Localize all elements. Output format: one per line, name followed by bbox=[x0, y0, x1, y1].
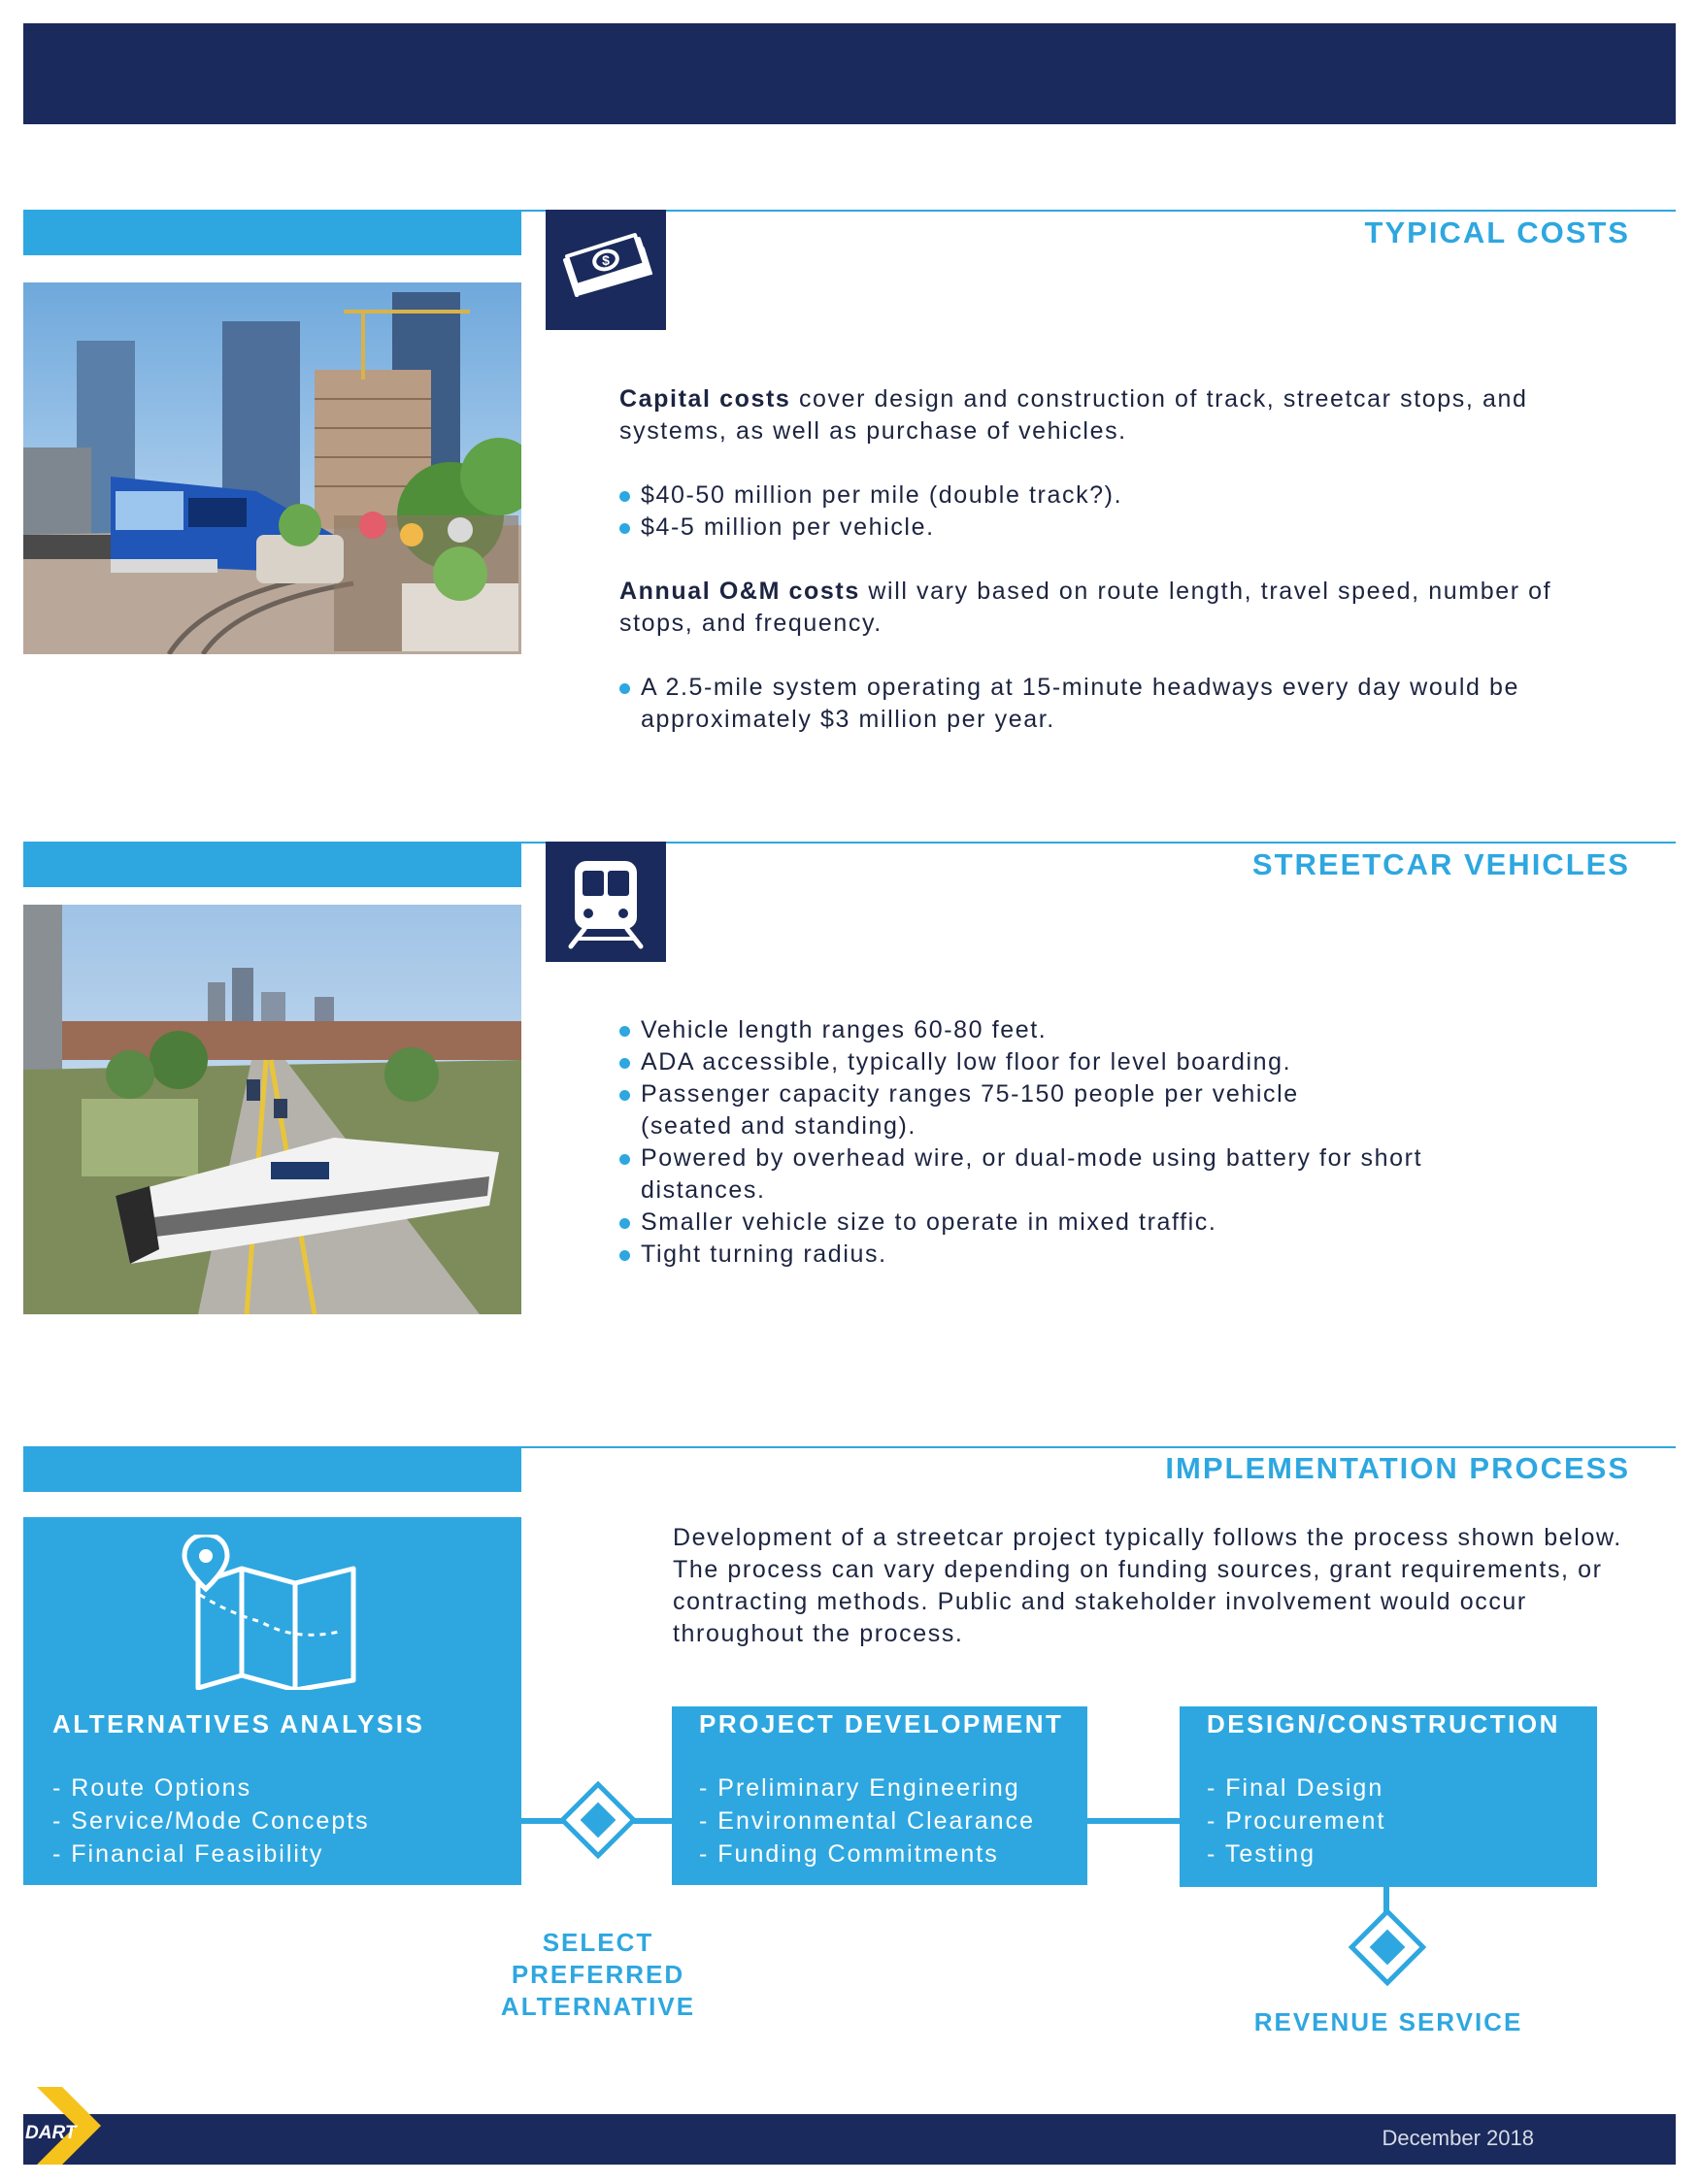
list-item: Vehicle length ranges 60-80 feet. bbox=[619, 1014, 1590, 1046]
vehicles-bar bbox=[23, 842, 521, 887]
step-items bbox=[1207, 1771, 1385, 1870]
vehicle-bullets bbox=[619, 1014, 1590, 1271]
capital-costs-lead: Capital costs bbox=[619, 385, 791, 413]
footer-date: December 2018 bbox=[1382, 2126, 1534, 2150]
list-item: - Final Design bbox=[1207, 1774, 1384, 1802]
list-item: $4-5 million per vehicle. bbox=[619, 512, 1629, 544]
map-pin-icon bbox=[169, 1535, 383, 1690]
white-streetcar-city-photo bbox=[23, 905, 521, 1314]
costs-rule bbox=[521, 210, 1676, 212]
blue-streetcar-downtown-photo bbox=[23, 282, 521, 654]
diamond-milestone-icon bbox=[1349, 1908, 1426, 1986]
step-design-construction bbox=[1180, 1706, 1597, 1887]
vehicles-title: STREETCAR VEHICLES bbox=[1251, 847, 1630, 881]
capital-costs-paragraph bbox=[619, 383, 1629, 447]
list-item: ADA accessible, typically low floor for level boarding. bbox=[619, 1046, 1590, 1078]
logo-text: DART bbox=[25, 2123, 77, 2143]
list-item: Powered by overhead wire, or dual-mode using battery for short distances. bbox=[619, 1142, 1553, 1207]
list-item: - Procurement bbox=[1207, 1807, 1386, 1835]
milestone-line: PREFERRED bbox=[511, 1960, 685, 1989]
vehicles-rule bbox=[521, 842, 1676, 844]
money-stack-icon bbox=[546, 210, 666, 330]
list-item: - Preliminary Engineering bbox=[699, 1774, 1020, 1802]
step-items bbox=[699, 1771, 1035, 1870]
milestone-select-preferred bbox=[462, 1927, 734, 2023]
list-item: - Testing bbox=[1207, 1840, 1316, 1868]
list-item: - Funding Commitments bbox=[699, 1840, 999, 1868]
process-rule bbox=[521, 1446, 1676, 1448]
step-title: DESIGN/CONSTRUCTION bbox=[1207, 1709, 1560, 1738]
om-costs-lead: Annual O&M costs bbox=[619, 578, 860, 605]
step-items bbox=[52, 1771, 370, 1870]
list-item: $40-50 million per mile (double track?). bbox=[619, 480, 1629, 512]
process-bar bbox=[23, 1446, 521, 1492]
list-item: - Environmental Clearance bbox=[699, 1807, 1035, 1835]
diamond-milestone-icon bbox=[559, 1781, 637, 1859]
list-item: - Service/Mode Concepts bbox=[52, 1807, 370, 1835]
process-intro: Development of a streetcar project typically follows the process shown below. The process can vary depending on funding sources, grant requirements, or contracting methods. Public and stakeholder involvement would occur throughout the process. bbox=[673, 1524, 1622, 1647]
milestone-revenue-service: REVENUE SERVICE bbox=[1253, 2007, 1523, 2036]
costs-bar bbox=[23, 210, 521, 255]
om-costs-paragraph bbox=[619, 576, 1629, 640]
om-bullets bbox=[619, 672, 1629, 736]
svg-text:$: $ bbox=[602, 252, 610, 268]
milestone-line: ALTERNATIVE bbox=[500, 1992, 696, 2021]
list-item: Smaller vehicle size to operate in mixed traffic. bbox=[619, 1207, 1590, 1239]
list-item: Tight turning radius. bbox=[619, 1239, 1590, 1271]
process-title: IMPLEMENTATION PROCESS bbox=[1165, 1451, 1630, 1485]
step-title: ALTERNATIVES ANALYSIS bbox=[52, 1709, 425, 1738]
step-alternatives-analysis bbox=[23, 1517, 521, 1885]
list-item: Passenger capacity ranges 75-150 people per vehicle (seated and standing). bbox=[619, 1078, 1379, 1142]
capital-costs-text: cover design and construction of track, streetcar stops, and systems, as well as purchase of vehicles. bbox=[619, 385, 1528, 445]
costs-title: TYPICAL COSTS bbox=[1364, 215, 1630, 249]
vehicles-body bbox=[619, 1014, 1590, 1271]
top-banner bbox=[23, 23, 1676, 124]
dart-logo bbox=[23, 2087, 111, 2167]
capital-bullets bbox=[619, 480, 1629, 544]
costs-body bbox=[619, 383, 1629, 736]
train-front-icon bbox=[546, 842, 666, 962]
list-item: - Financial Feasibility bbox=[52, 1840, 324, 1868]
step-project-development bbox=[672, 1706, 1087, 1885]
om-costs-text: will vary based on route length, travel speed, number of stops, and frequency. bbox=[619, 578, 1552, 637]
list-item: - Route Options bbox=[52, 1774, 252, 1802]
milestone-line: SELECT bbox=[542, 1928, 654, 1957]
list-item: A 2.5-mile system operating at 15-minute headways every day would be approximately $3 million per year. bbox=[619, 672, 1629, 736]
step-title: PROJECT DEVELOPMENT bbox=[699, 1709, 1064, 1738]
connector-line bbox=[1087, 1818, 1180, 1824]
